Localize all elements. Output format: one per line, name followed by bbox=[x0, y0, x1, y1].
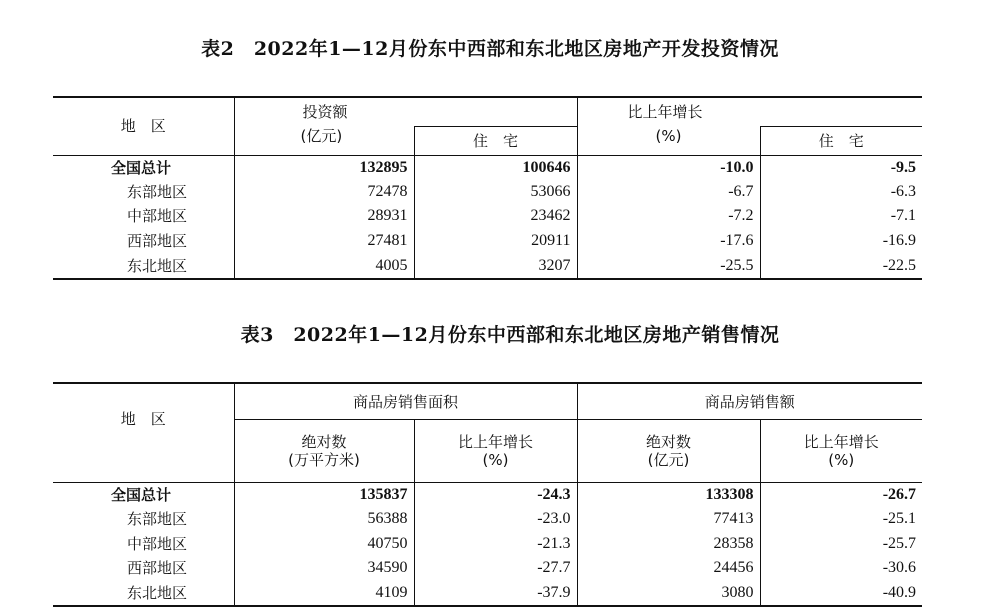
region-cell: 中部地区 bbox=[127, 207, 188, 226]
amount_growth-cell: -30.6 bbox=[760, 556, 922, 581]
region-cell: 东北地区 bbox=[127, 584, 188, 603]
amount_growth-cell: -40.9 bbox=[760, 581, 922, 607]
sales-table bbox=[53, 382, 922, 607]
investment-cell: 72478 bbox=[234, 180, 414, 205]
investment-unit: (亿元) bbox=[234, 127, 414, 156]
residential-cell: 20911 bbox=[414, 229, 577, 254]
table-row bbox=[53, 532, 922, 557]
residential-cell: 3207 bbox=[414, 253, 577, 279]
area-cell: 4109 bbox=[234, 581, 414, 607]
residential_growth-cell: -16.9 bbox=[760, 229, 922, 254]
growth-cell: -25.5 bbox=[577, 253, 760, 279]
table-row bbox=[53, 581, 922, 607]
residential_growth-cell: -9.5 bbox=[760, 155, 922, 180]
area-abs-header bbox=[234, 420, 414, 483]
area_growth-cell: -21.3 bbox=[414, 532, 577, 557]
growth-header bbox=[577, 97, 922, 127]
growth-cell: -7.2 bbox=[577, 204, 760, 229]
growth-cell: -6.7 bbox=[577, 180, 760, 205]
residential-cell: 23462 bbox=[414, 204, 577, 229]
residential_growth-cell: -6.3 bbox=[760, 180, 922, 205]
investment-table-body bbox=[53, 155, 922, 279]
region-cell: 中部地区 bbox=[127, 534, 188, 553]
area-growth-unit: (%) bbox=[482, 451, 509, 470]
area-cell: 40750 bbox=[234, 532, 414, 557]
amount-group-header: 商品房销售额 bbox=[577, 383, 922, 420]
area-growth-header bbox=[414, 420, 577, 483]
area_growth-cell: -24.3 bbox=[414, 483, 577, 508]
area-cell: 135837 bbox=[234, 483, 414, 508]
amount-cell: 77413 bbox=[577, 507, 760, 532]
table-row bbox=[53, 556, 922, 581]
area-group-header: 商品房销售面积 bbox=[234, 383, 577, 420]
area-abs-label: 绝对数 bbox=[301, 433, 347, 452]
area-abs-unit: (万平方米) bbox=[288, 451, 360, 470]
investment-cell: 4005 bbox=[234, 253, 414, 279]
residential-cell: 100646 bbox=[414, 155, 577, 180]
residential_growth-cell: -7.1 bbox=[760, 204, 922, 229]
region-header: 地 区 bbox=[53, 97, 234, 155]
table-row bbox=[53, 229, 922, 254]
sales-table-body bbox=[53, 483, 922, 607]
region-cell: 全国总计 bbox=[111, 158, 172, 177]
amount-cell: 133308 bbox=[577, 483, 760, 508]
table3-title: 表3 2022年1—12月份东中西部和东北地区房地产销售情况 bbox=[240, 324, 780, 346]
amount_growth-cell: -25.1 bbox=[760, 507, 922, 532]
table-row bbox=[53, 204, 922, 229]
area_growth-cell: -23.0 bbox=[414, 507, 577, 532]
residential-header: 住 宅 bbox=[414, 127, 577, 156]
table-row bbox=[53, 180, 922, 205]
residential-cell: 53066 bbox=[414, 180, 577, 205]
investment-cell: 132895 bbox=[234, 155, 414, 180]
investment-table bbox=[53, 96, 922, 280]
investment-label: 投资额 bbox=[302, 103, 348, 121]
amount_growth-cell: -26.7 bbox=[760, 483, 922, 508]
area-growth-label: 比上年增长 bbox=[458, 433, 534, 452]
table-row bbox=[53, 155, 922, 180]
growth-label: 比上年增长 bbox=[627, 103, 703, 121]
residential-growth-header: 住 宅 bbox=[760, 127, 922, 156]
region-cell: 全国总计 bbox=[111, 486, 172, 504]
area-cell: 34590 bbox=[234, 556, 414, 581]
amount-abs-unit: (亿元) bbox=[647, 451, 690, 470]
amount-cell: 24456 bbox=[577, 556, 760, 581]
table-row bbox=[53, 483, 922, 508]
area_growth-cell: -37.9 bbox=[414, 581, 577, 607]
investment-cell: 28931 bbox=[234, 204, 414, 229]
amount-growth-label: 比上年增长 bbox=[803, 433, 879, 452]
amount-growth-unit: (%) bbox=[828, 451, 855, 470]
area-cell: 56388 bbox=[234, 507, 414, 532]
amount-abs-label: 绝对数 bbox=[646, 433, 692, 452]
region-cell: 东北地区 bbox=[127, 256, 188, 275]
table2-title: 表2 2022年1—12月份东中西部和东北地区房地产开发投资情况 bbox=[201, 38, 779, 60]
growth-unit: (%) bbox=[577, 127, 760, 156]
region-cell: 西部地区 bbox=[127, 559, 188, 578]
growth-cell: -17.6 bbox=[577, 229, 760, 254]
region-cell: 东部地区 bbox=[127, 182, 188, 201]
amount-growth-header bbox=[760, 420, 922, 483]
growth-cell: -10.0 bbox=[577, 155, 760, 180]
amount-abs-header bbox=[577, 420, 760, 483]
region-cell: 东部地区 bbox=[127, 510, 188, 529]
investment-header bbox=[234, 97, 577, 127]
investment-cell: 27481 bbox=[234, 229, 414, 254]
region-cell: 西部地区 bbox=[127, 231, 188, 250]
amount_growth-cell: -25.7 bbox=[760, 532, 922, 557]
table-row bbox=[53, 253, 922, 279]
amount-cell: 28358 bbox=[577, 532, 760, 557]
region-header: 地 区 bbox=[53, 383, 234, 483]
amount-cell: 3080 bbox=[577, 581, 760, 607]
area_growth-cell: -27.7 bbox=[414, 556, 577, 581]
residential_growth-cell: -22.5 bbox=[760, 253, 922, 279]
table-row bbox=[53, 507, 922, 532]
